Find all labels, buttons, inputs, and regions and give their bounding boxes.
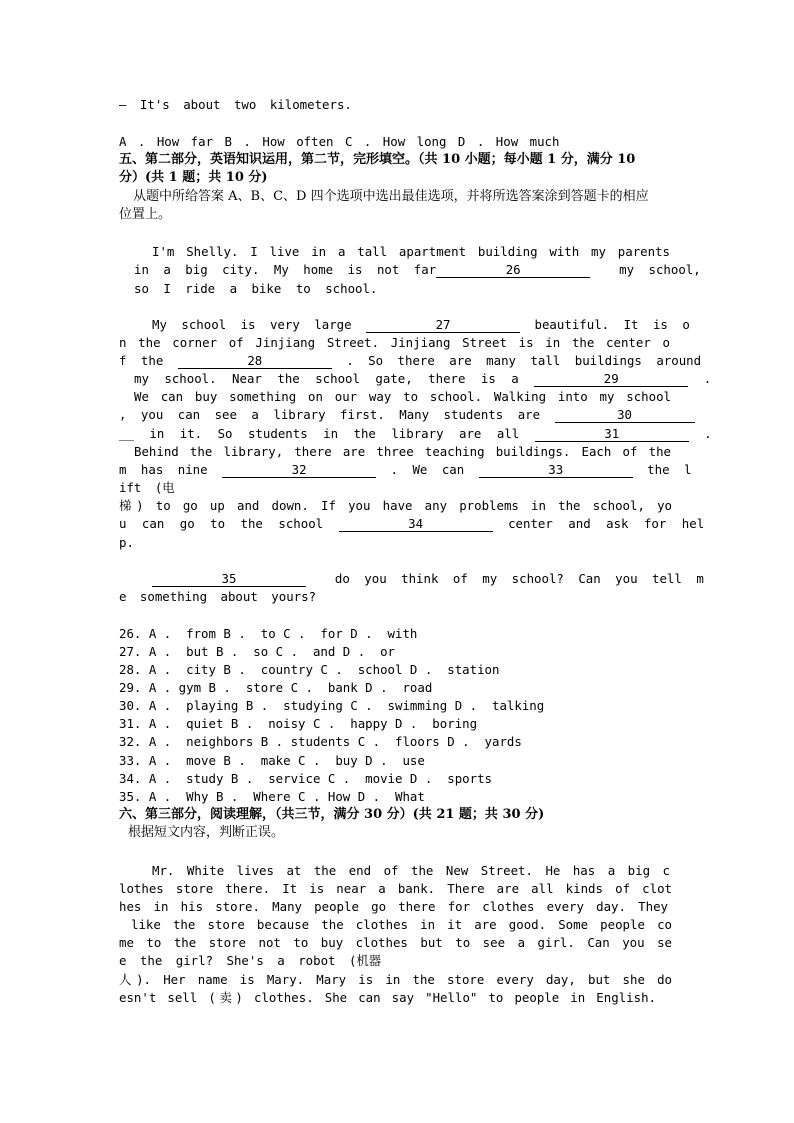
passage-line: I'm Shelly. I live in a tall apartment building with my parents (152, 244, 670, 259)
previous-answer-line: — It's about two kilometers. (119, 97, 352, 112)
reading-line: lothes store there. It is near a bank. There are all kinds of clot (119, 881, 672, 896)
reading-line: hes in his store. Many people go there for clothes every day. They (119, 899, 668, 914)
section6-heading: 六、第三部分，阅读理解，（共三节，满分 30 分）(共 21 题；共 30 分) (119, 807, 545, 822)
reading-line: Mr. White lives at the end of the New Street. He has a big c (152, 863, 670, 878)
option-line-34: 34. A . study B . service C . movie D . sports (119, 771, 492, 786)
passage-line: n the corner of Jinjiang Street. Jinjiang Street is in the center o (119, 335, 670, 350)
option-line-28: 28. A . city B . country C . school D . station (119, 662, 500, 677)
section5-heading-cont: 分）(共 1 题；共 10 分) (119, 170, 268, 185)
option-line-26: 26. A . from B . to C . for D . with (119, 626, 418, 641)
passage-line: , you can see a library first. Many students are 30 (119, 406, 695, 424)
reading-line: me to the store not to buy clothes but to see a girl. Can you se (119, 935, 672, 950)
option-line-35: 35. A . Why B . Where C . How D . What (119, 789, 425, 804)
passage-line: in a big city. My home is not far 26 my school, (134, 262, 701, 277)
passage-line: 梯) to go up and down. If you have any problems in the school, yo (119, 498, 672, 513)
passage-line: p. (119, 535, 134, 550)
passage-line: My school is very large 27 beautiful. It is o (152, 317, 690, 332)
section5-instruction: 从题中所给答案 A、B、C、D 四个选项中选出最佳选项，并将所选答案涂到答题卡的相应 (133, 189, 649, 204)
passage-line: u can go to the school 34 center and ask for hel (119, 516, 705, 531)
option-line-32: 32. A . neighbors B . students C . floors D . yards (119, 734, 522, 749)
option-line-33: 33. A . move B . make C . buy D . use (119, 753, 425, 768)
passage-line: f the 28 . So there are many tall buildings around (119, 353, 702, 368)
passage-line: m has nine 32 . We can 33 the l (119, 462, 692, 477)
passage-line: Behind the library, there are three teaching buildings. Each of the (134, 444, 671, 459)
option-line-31: 31. A . quiet B . noisy C . happy D . boring (119, 716, 478, 731)
blank-35: 35 (152, 571, 306, 587)
reading-line: like the store because the clothes in it are good. Some people co (131, 917, 672, 932)
passage-line: We can buy something on our way to school. Walking into my school (134, 389, 671, 404)
passage-line: so I ride a bike to school. (134, 281, 378, 296)
option-line-29: 29. A . gym B . store C . bank D . road (119, 680, 433, 695)
blank-31: 31 (535, 426, 689, 442)
blank-28: 28 (178, 353, 332, 369)
passage-line: 35 do you think of my school? Can you tell m (152, 570, 704, 588)
section6-instruction: 根据短文内容，判断正误。 (128, 825, 285, 840)
passage-line: my school. Near the school gate, there is a 29 . (134, 371, 712, 386)
reading-line: e the girl? She's a robot (机器 (119, 953, 382, 968)
reading-line: 人). Her name is Mary. Mary is in the store every day, but she do (119, 972, 672, 987)
section5-heading: 五、第二部分，英语知识运用，第二节，完形填空。（共 10 小题；每小题 1 分，满分 10 (119, 152, 636, 167)
blank-29: 29 (534, 371, 688, 387)
blank-34: 34 (339, 516, 493, 532)
section5-instruction-cont: 位置上。 (119, 207, 172, 222)
option-line-30: 30. A . playing B . studying C . swimming D . talking (119, 698, 545, 713)
blank-32: 32 (222, 462, 376, 478)
blank-26: 26 (436, 262, 590, 278)
blank-33: 33 (479, 462, 633, 478)
blank-30: 30 (555, 407, 695, 423)
passage-line: __ in it. So students in the library are all 31 . (119, 426, 712, 441)
previous-options-line: A . How far B . How often C . How long D . How much (119, 134, 560, 149)
option-line-27: 27. A . but B . so C . and D . or (119, 644, 396, 659)
passage-line: ift (电 (119, 480, 175, 495)
blank-27: 27 (366, 317, 520, 333)
passage-line: e something about yours? (119, 589, 317, 604)
reading-line: esn't sell (卖) clothes. She can say "Hello" to people in English. (119, 990, 656, 1005)
